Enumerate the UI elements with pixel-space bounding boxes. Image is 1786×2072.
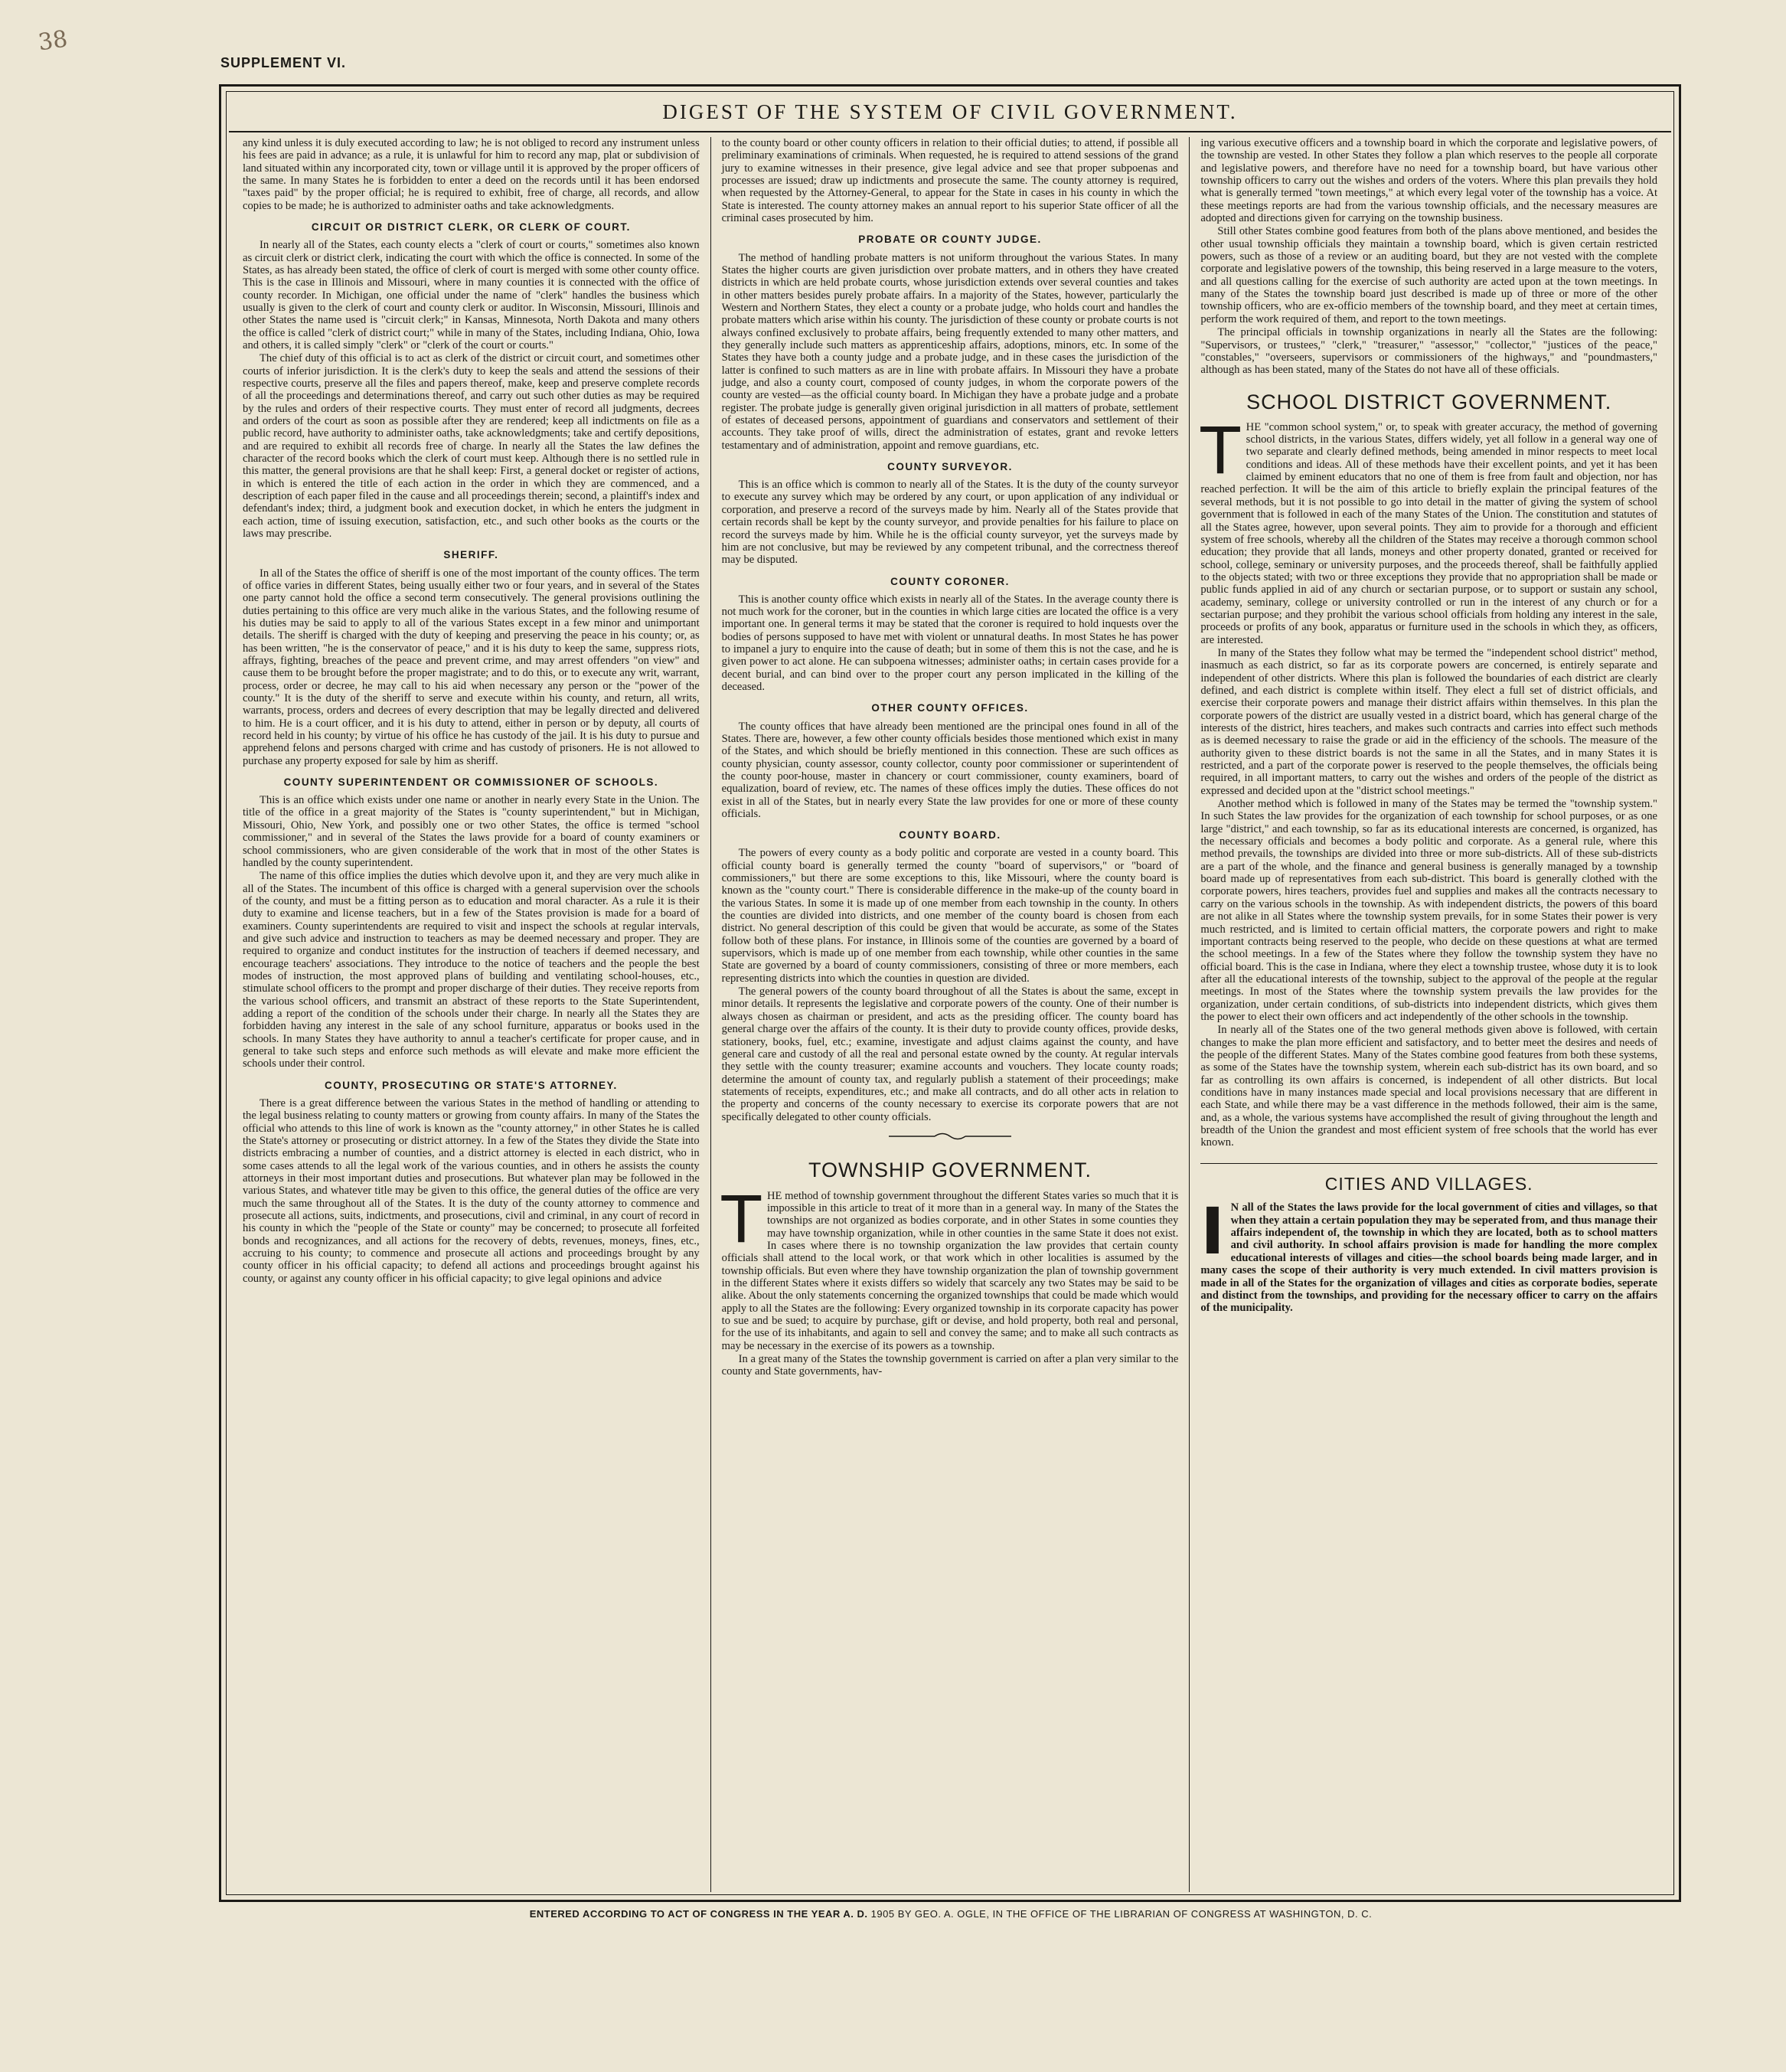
paragraph [1200,413,1658,646]
paragraph: This is an office which is common to nearly all of the States. It is the duty of the county surveyor to execute any survey which may be ordered by any court, or upon application of any individual or corporation, and preserve a record of the surveys made by him. Nearly all of the States provide that certain records shall be kept by the county surveyor, and provide penalties for his failure to place on record the surveys made by him. While he is the official county surveyor, yet the surveys made by him are not conclusive, but may be reviewed by any competent tribunal, and the correctness thereof may be disputed. [721,479,1179,567]
paragraph: The principal officials in township organizations in nearly all the States are the following: "Supervisors, or trustees," "clerk," "treasurer," "assessor," "collector," "justices of the peace," "constables," "overseers, supervisors or commissioners of the highways," and "poundmasters," although as has been stated, many of the States do not have all of these officials. [1200,326,1658,377]
paragraph: There is a great difference between the various States in the method of handling or attending to the legal business relating to county matters or growing from county affairs. In many of the States the official who attends to this line of work is known as the "county attorney," in other States he is called the State's attorney or prosecuting or district attorney. In a few of the States they divide the State into districts embracing a number of counties, and a district attorney is elected in each district, who in some cases attends to all the legal work of the various counties, and in others he assists the county attorneys in their most important duties and prosecutions. But whatever plan may be followed in the various States, and whatever title may be given to this office, the general duties of the office are very much the same throughout all of the States. It is the duty of the county attorney to commence and prosecute all actions, suits, indictments, and prosecutions, civil and criminal, in any court of record in his county in which the "people of the State or county" may be concerned; to prosecute all forfeited bonds and recognizances, and all actions for the recovery of debts, revenues, moneys, fines, etc., accruing to his county; to commence and prosecute all actions and proceedings brought by any county officer in his official capacity; to defend all actions and proceedings brought against his county, or against any county officer in his official capacity; to give legal opinions and advice [243,1096,700,1285]
paragraph: to the county board or other county officers in relation to their official duties; to attend, if possible all preliminary examinations of criminals. When requested, he is required to attend sessions of the grand jury to examine witnesses in their presence, give legal advice and see that proper subpoenas and processes are issued; draw up indictments and prosecute the same. The county attorney is required, when requested by the Attorney-General, to appear for the State in cases in his county in which the State is interested. The county attorney makes an annual report to his superior State officer of all the criminal cases prosecuted by him. [721,137,1179,225]
paragraph [721,1181,1179,1352]
page-number-handwritten: 38 [36,25,70,57]
section-heading: COUNTY SUPERINTENDENT OR COMMISSIONER OF SCHOOLS. [283,776,659,789]
drop-cap: I [1200,1194,1225,1270]
paragraph: In a great many of the States the township government is carried on after a plan very similar to the county and State governments, hav- [721,1352,1179,1378]
paragraph: Still other States combine good features from both of the plans above mentioned, and besides the other usual township officials they maintain a township board, which is given certain restricted powers, such as those of a review or an auditing board, but they are not vested with the complete corporate and legislative powers of the township, this being reserved in a large measure to the voters, and all questions calling for the exercise of such authority are acted upon at the town meetings. In many of the States the township board just described is made up of three or more of the other township officers, who are ex-officio members of the township board, and they meet at certain times, perform the work required of them, and report to the town meetings. [1200,225,1658,325]
section-heading: SHERIFF. [443,549,499,561]
footer-left: ENTERED ACCORDING TO ACT OF CONGRESS IN THE YEAR A. D. [529,1908,868,1920]
page-frame [219,84,1681,1902]
text-columns [232,137,1668,1892]
footer-year: 1905 [870,1908,895,1920]
drop-cap: T [1200,413,1240,489]
ornament-divider [722,1131,1179,1145]
header-rule [229,131,1671,132]
section-heading: OTHER COUNTY OFFICES. [871,702,1029,714]
paragraph: The county offices that have already been mentioned are the principal ones found in all of the States. There are, however, a few other county officials besides those mentioned which exist in many of the States, and which should be briefly mentioned in this connection. These are such offices as county physician, county assessor, county collector, county poor commissioner or superintendent of the county poor-house, master in chancery or court commissioner, county examiners, board of equalization, board of review, etc. The names of these offices imply the duties. These offices do not exist in all of the States, but in nearly every State the law provides for one or more of these county officials. [721,720,1179,820]
drop-cap: T [721,1181,761,1257]
paragraph: any kind unless it is duly executed according to law; he is not obliged to record any instrument unless his fees are paid in advance; as a rule, it is unlawful for him to record any map, plat or subdivision of land situated within any incorporated city, town or village until it is approved by the proper officers of the same. In many States he is forbidden to enter a deed on the records until it has been endorsed "taxes paid" by the proper official; he is required to exhibit, free of charge, all records, and allow copies to be made; he is authorized to administer oaths and take acknowledgments. [243,137,700,212]
paragraph: This is another county office which exists in nearly all of the States. In the average county there is not much work for the coroner, but in the counties in which large cities are located the office is a very important one. In general terms it may be stated that the coroner is required to hold inquests over the bodies of persons supposed to have met with violent or unnatural deaths. In most States he has power to impanel a jury to enquire into the cause of death; but in some of them this is not the case, and he is given power to act alone. He can subpoena witnesses; administer oaths; in certain cases provide for a decent burial, and can bind over to the proper court any person implicated in the killing of the deceased. [721,593,1179,694]
paragraph-text: N all of the States the laws provide for the local government of cities and villages, so that when they attain a certain population they may be seperated from, and thus manage their affairs independent of, the township in which they are located, both as to school matters and civil authority. In school affairs provision is made for handling the more complex educational interests of villages and cities—the school boards being made larger, and in many cases the scope of their authority is very much extended. In civil matters provision is made in all of the States for the organization of villages and cities as corporate bodies, seperate and distinct from the townships, and providing for the necessary officer to carry on the affairs of the municipality. [1200,1201,1658,1315]
paragraph: ing various executive officers and a township board in which the corporate and legislative powers, of the township are vested. In other States they follow a plan which reserves to the people all corporate and legislative powers, and therefore have no need for a township board, but have various other township officers to carry out the wishes and orders of the voters. Where this plan prevails they hold what is generally termed "town meetings," at which every legal voter of the township has a voice. At these meetings reports are had from the various township officials, and the necessary measures are adopted and directions given for carrying on the township business. [1200,137,1658,225]
column-3 [1189,137,1668,1892]
section-title-school-district: SCHOOL DISTRICT GOVERNMENT. [1246,390,1612,413]
header-title: DIGEST OF THE SYSTEM OF CIVIL GOVERNMENT. [662,100,1238,123]
section-heading: COUNTY CORONER. [890,575,1010,587]
column-2 [710,137,1190,1892]
paragraph: The method of handling probate matters is not uniform throughout the various States. In many States the higher courts are given jurisdiction over probate matters, and in others they have created districts in which are held probate courts, whose jurisdiction extends over several counties and takes in other matters besides purely probate affairs. In a majority of the States, however, particularly the Western and Northern States, they elect a county or a probate judge, who holds court and handles the probate matters which arise within his county. The jurisdiction of these county or probate courts is not always confined exclusively to probate affairs, being frequently extended to many other matters, and they generally include such matters as apprenticeship affairs, adoptions, minors, etc. In some of the States they have both a county judge and a probate judge, and in these cases the jurisdiction of the latter is confined to such matters as are in line with probate affairs. In Missouri they have a probate judge, and also a county court, composed of county judges, in whom the corporate powers of the county are vested—as the official county board. In Michigan they have a probate judge and a probate register. The probate judge is generally given original jurisdiction in all matters of probate, settlement of estates of deceased persons, appointment of guardians and conservators and settlement of their accounts. They take proof of wills, direct the administration of estates, grant and revoke letters testamentary and of administration, appoint and remove guardians, etc. [721,251,1179,452]
footer-right: BY GEO. A. OGLE, IN THE OFFICE OF THE LIBRARIAN OF CONGRESS AT WASHINGTON, D. C. [897,1908,1373,1920]
paragraph: This is an office which exists under one name or another in nearly every State in the Union. The title of the office in a great majority of the States is "county superintendent," but in Michigan, Missouri, Ohio, New York, and possibly one or two other States, the office is termed "school commissioner," and in several of the States the laws provide for a board of county examiners or school commissioners, who are given considerable of the work that in most of the other States is handled by the county superintendent. [243,794,700,869]
paragraph: In many of the States they follow what may be termed the "independent school district" method, inasmuch as each district, so far as its corporate powers are concerned, is entirely separate and independent of other districts. Where this plan is followed the boundaries of each district are clearly defined, and each district is complete within itself. They elect a full set of district officials, and exercise their corporate powers and manage their district affairs within themselves. In this plan the corporate powers of the district are usually vested in a district board, which has general charge of the interests of the district, hires teachers, and makes such contracts and carries into effect such methods as is deemed necessary to raise the grade or aid in the efficiency of the schools. The measure of the authority given to these district boards is not the same in all the States, and in many States it is restricted, and a part of the corporate power is reserved to the people themselves, the officials being required, in all important matters, to carry out the wishes and orders of the people of the district as expressed and decided upon at the "district school meetings." [1200,646,1658,797]
paragraph: The powers of every county as a body politic and corporate are vested in a county board. This official county board is generally termed the county "board of supervisors," or "board of commissioners," but there are some exceptions to this, like Missouri, where the county board is known as the "county court." There is considerable difference in the make-up of the county board in the various States. In some it is made up of one member from each township in the county. In others the counties are divided into districts, and one member of the county board is chosen from each district. No general description of this could be given that would be accurate, as some of the States follow both of these plans. For instance, in Illinois some of the counties are governed by a board of supervisors, which is made up of one member from each township, while other counties in the same State are governed by a board of county commissioners, consisting of three or more members, each representing districts into which the counties in question are divided. [721,847,1179,985]
section-title-township: TOWNSHIP GOVERNMENT. [808,1159,1092,1182]
paragraph [1200,1194,1658,1315]
section-heading: COUNTY BOARD. [899,829,1001,842]
column-1 [232,137,710,1892]
paragraph: In nearly all of the States one of the two general methods given above is followed, with certain changes to make the plan more efficient and satisfactory, and to better meet the desires and needs of the people of the different States. Many of the States combine good features from both these systems, as some of the States have the township system, wherein each sub-district has its own board, and so far as controlling its own affairs is concerned, is independent of all other districts. But local conditions have in many instances made special and local provisions necessary that are different in each State, and while there may be a vast difference in the methods followed, their aim is the same, and, as a whole, the various systems have accomplished the result of giving throughout the length and breadth of the Union the grandest and most efficient system of free schools that the world has ever known. [1200,1024,1658,1149]
section-heading: CIRCUIT OR DISTRICT CLERK, OR CLERK OF COURT. [311,221,631,234]
paragraph-text: HE "common school system," or, to speak with greater accuracy, the method of governing school districts, in the various States, differs widely, yet all follow in a general way one of two separate and clearly defined methods, being amended in minor respects to meet local conditions and ideas. All of these methods have their excellent points, and yet it has been claimed by eminent educators that no one of them is free from fault and objection, nor has reached perfection. It will be the aim of this article to briefly explain the principal features of the several methods, but it is not possible to go into detail in the matter of giving the system of school government that is followed in each of the many States of the Union. The constitution and statutes of all the States agree, however, upon several points. They aim to provide for a thorough and efficient system of free schools, whereby all the children of the States may receive a thorough common school education; they provide that all lands, moneys and other property donated, granted or received for school, college, seminary or university purposes, and the proceeds thereof, shall be faithfully applied to the objects stated; with two or three exceptions they provide that no appropriation shall be made or public funds applied in aid of any church or sectarian purpose, or to support or sustain any school, academy, seminary, college or university controlled or run in the interest of any church or for a sectarian purpose; and they prohibit the various school officials from holding any interest in the sale, proceeds or profits of any book, apparatus or furniture used in the schools in which they, as officers, are interested. [1200,420,1658,646]
section-heading: COUNTY SURVEYOR. [887,461,1013,473]
paragraph-text: HE method of township government throughout the different States varies so much that it is impossible in this article to treat of it more than in a general way. In many of the States the townships are not organized as bodies corporate, and in other States in some counties they may have township organization, while in other counties in the same State it does not exist. In cases where there is no township organization the law provides that certain county officials shall attend to the local work, or that work which in other localities is assumed by the township officials. But even where they have township organization the plan of township government in the different States where it exists differs so widely that scarcely any two States may be said to be alike. About the only statements concerning the organized townships that could be made which would apply to all the States are the following: Every organized township in its corporate capacity has power to sue and be sued; to acquire by purchase, gift or devise, and hold property, both real and personal, for the use of its inhabitants, and again to sell and convey the same; and to make all such contracts as may be necessary in the exercise of its powers as a township. [721,1189,1179,1352]
section-heading: PROBATE OR COUNTY JUDGE. [858,234,1042,246]
paragraph: The chief duty of this official is to act as clerk of the district or circuit court, and sometimes other courts of inferior jurisdiction. It is the clerk's duty to keep the seals and attend the sessions of their respective courts, preserve all the files and papers thereof, make, keep and preserve complete records of all the proceedings and determinations thereof, and carry out such other duties as may be required by the rules and orders of their respective courts. They must enter of record all judgments, decrees and orders of the court as soon as possible after they are rendered; keep all indictments on file as a public record, have authority to administer oaths, take acknowledgments; take and certify depositions, and are required to exhibit all records free of charge. In nearly all the States the law defines the character of the record books which the clerk of court must keep. Although there is no settled rule in this matter, the general provisions are that he shall keep: First, a general docket or register of actions, in which is entered the title of each action in the order in which they are commenced, and a description of each paper filed in the cause and all proceedings therein; second, a plaintiff's index and defendant's index; third, a judgment book and execution docket, in which he enters the judgment in each action, time of issuing execution, satisfaction, etc., and such other books as the courts or the laws may prescribe. [243,352,700,541]
paragraph: In nearly all of the States, each county elects a "clerk of court or courts," sometimes also known as circuit clerk or district clerk, indicating the court with which the office is connected. In some of the States, as has already been stated, the office of clerk of court is merged with some other county office. This is the case in Illinois and Missouri, where in many counties it is connected with the office of county recorder. In Michigan, one official under the name of "clerk" handles the business which usually is given to the clerk of court and county clerk or auditor. In Wisconsin, Missouri, Illinois and other States the name used is "circuit clerk;" in Kansas, Minnesota, North Dakota and many others the office is called "clerk of district court;" while in many of the States, including Indiana, Ohio, Iowa and others, it is called simply "clerk" or "clerk of the court or courts." [243,239,700,351]
paragraph: The name of this office implies the duties which devolve upon it, and they are very much alike in all of the States. The incumbent of this office is charged with a general supervision over the schools of the county, and must be a fitting person as to education and moral character. As a rule it is their duty to examine and license teachers, but in a few of the States provision is made for a board of examiners. County superintendents are required to visit and inspect the schools at regular intervals, and give such advice and instruction to teachers as may be deemed necessary and proper. They are required to organize and conduct institutes for the instruction of teachers if deemed necessary, and encourage teachers' associations. They introduce to the notice of teachers and the people the best modes of instruction, the most approved plans of building and ventilating school-houses, etc., stimulate school officers to the prompt and proper discharge of their duties. They receive reports from the various school officers, and transmit an abstract of these reports to the State Superintendent, adding a report of the condition of the schools under their charge. In nearly all the States they are forbidden having any interest in the sale of any school furniture, apparatus or books used in the schools. In many States they have authority to annul a teacher's certificate for proper cause, and in general to take such steps and enforce such methods as will elevate and make more efficient the schools under their control. [243,870,700,1070]
section-title-cities-villages: CITIES AND VILLAGES. [1200,1163,1657,1195]
copyright-footer [222,1908,1680,1920]
paragraph: In all of the States the office of sheriff is one of the most important of the county offices. The term of office varies in different States, being usually either two or four years, and in several of the States one party cannot hold the office a second term consecutively. The general provisions outlining the duties pertaining to this office are very much alike in the various States, and the following resume of his duties may be said to apply to all of the various States except in a few minor and unimportant details. The sheriff is charged with the duty of keeping and preserving the peace in his county; or, as has been written, "he is the conservator of peace," and it is his duty to keep the same, suppress riots, affrays, fighting, breaches of the peace and prevent crime, and may arrest offenders "on view" and cause them to be brought before the proper magistrate; and to do this, or to execute any writ, warrant, process, order or decree, he may call to his aid when necessary any person or the "power of the county." It is the duty of the sheriff to serve and execute within his county, and return, all writs, warrants, process, orders and decrees of every description that may be legally directed and delivered to him. He is a court officer, and it is his duty to attend, either in person or by deputy, all courts of record held in his county; by virtue of his office he has custody of the jail. It is his duty to pursue and apprehend felons and persons charged with crime and has custody of prisoners. He is not allowed to purchase any property exposed for sale by him as sheriff. [243,567,700,767]
paragraph: Another method which is followed in many of the States may be termed the "township system." In such States the law provides for the organization of each township for school purposes, or as one large "district," and each township, so far as its educational interests are concerned, is organized, has the necessary officials and becomes a body politic and corporate. As a general rule, where this method prevails, the townships are divided into three or more sub-districts. All of these sub-districts are a part of the whole, and the finance and general business is generally managed by a township board made up of representatives from each sub-district. This board is generally clothed with the corporate powers, hires teachers, provides fuel and supplies and makes all the contracts necessary to carry on the various schools in the township. As with independent districts, the powers of this board are not alike in all States where the township system prevails, for in some States their power is very much restricted, and is limited to certain official matters, the corporate powers and right to make important contracts being reserved to the people, who decide on these questions at what are termed the school meetings. In a few of the States where they follow the township system they have no official board. This is the case in Indiana, where they elect a township trustee, whose duty it is to look after all the educational interests of the township, subject to the approval of the people at the regular meetings. In most of the States where the township system prevails the law provides for the organization, under certain conditions, of sub-districts into independent districts, which gives them the power to elect their own officers and act independently of the other schools in the township. [1200,798,1658,1023]
supplement-label: SUPPLEMENT VI. [220,55,347,70]
paragraph: The general powers of the county board throughout of all the States is about the same, except in minor details. It represents the legislative and corporate powers of the county. One of their number is always chosen as chairman or president, and acts as the presiding officer. The county board has general charge over the affairs of the county. It is their duty to provide county offices, provide desks, stationery, books, fuel, etc.; examine, investigate and adjust claims against the county, and have general care and custody of all the real and personal estate owned by the county. At regular intervals they settle with the county treasurer; examine accounts and vouchers. They locate county roads; determine the amount of county tax, and regularly publish a statement of their proceedings; make statements of receipts, expenditures, etc.; and make all contracts, and do all other acts in relation to the property and concerns of the county necessary to exercise its corporate powers that are not specifically delegated to other county officials. [721,985,1179,1123]
section-heading: COUNTY, PROSECUTING OR STATE'S ATTORNEY. [324,1079,618,1091]
